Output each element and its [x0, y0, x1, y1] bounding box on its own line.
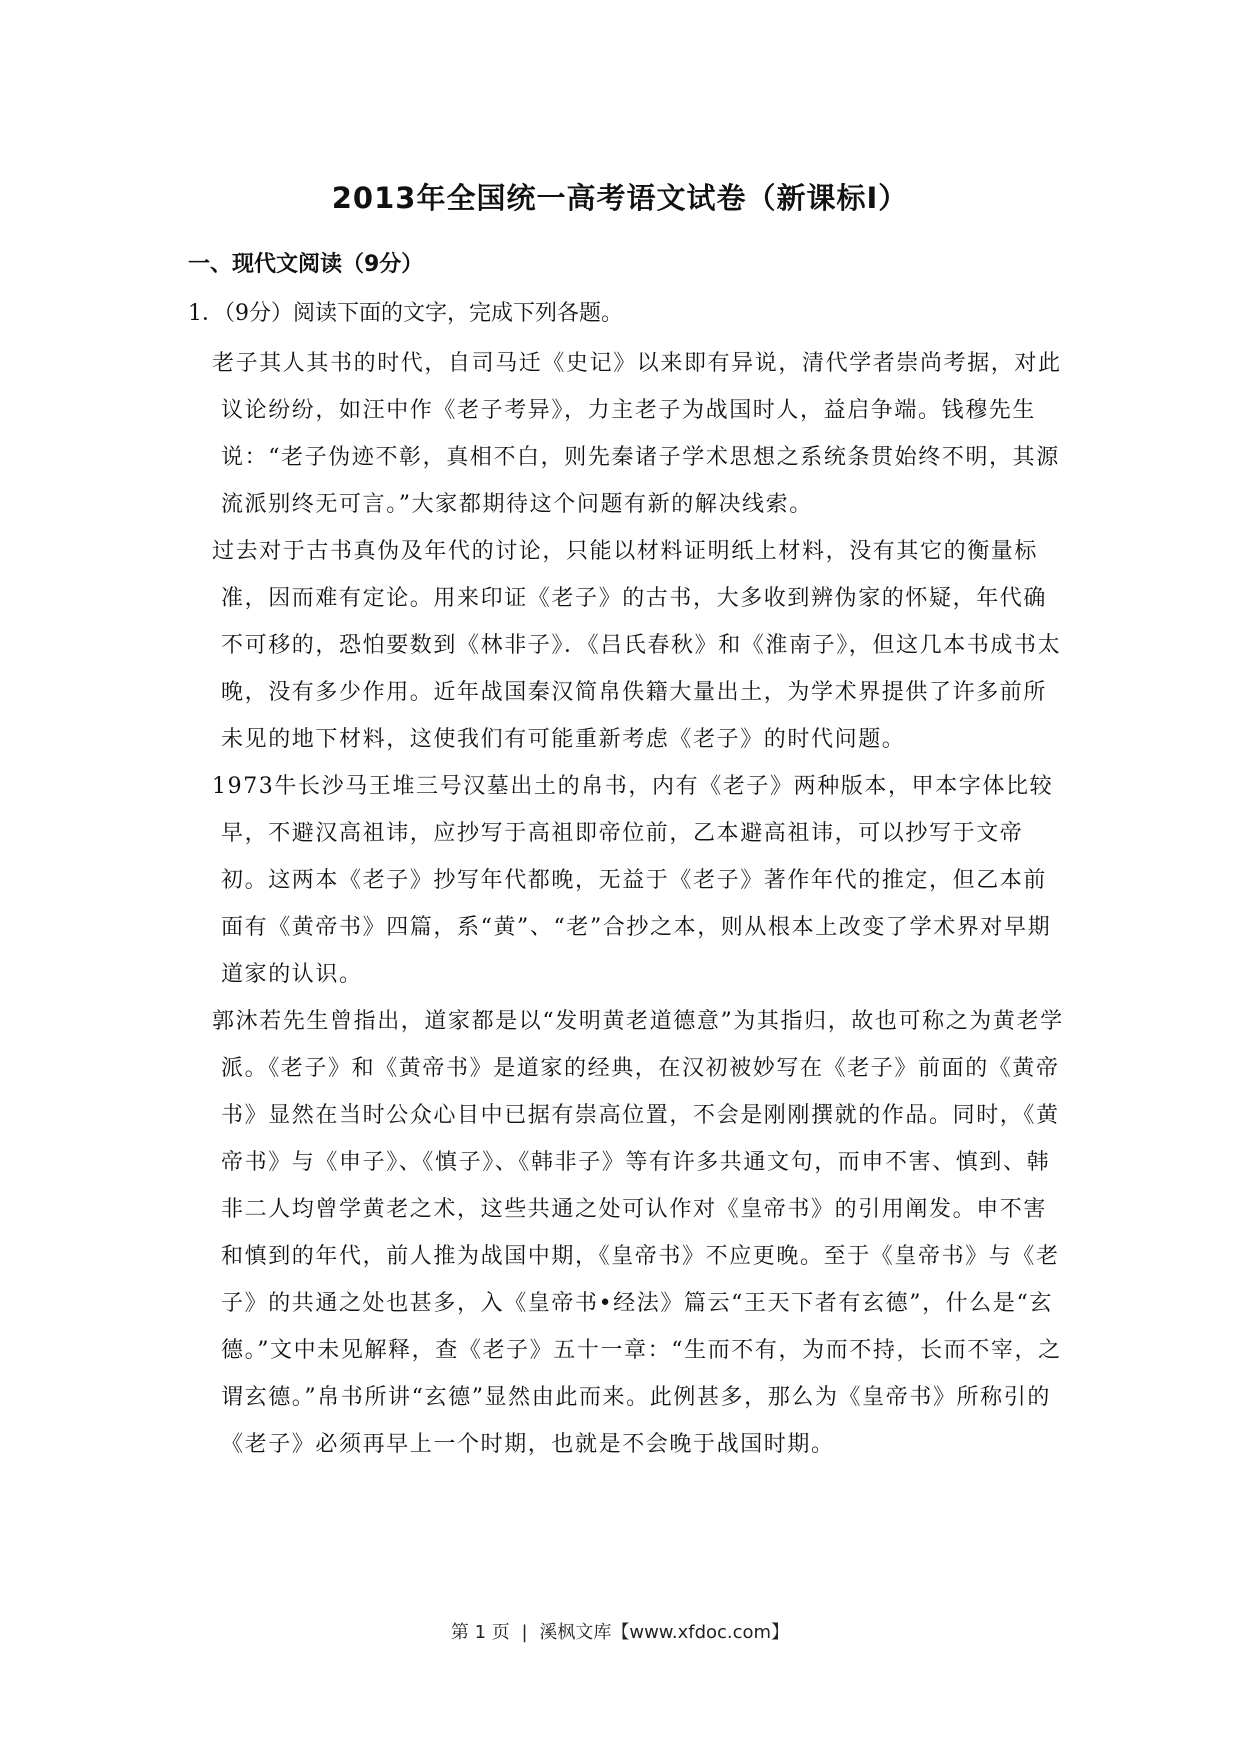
section-heading: 一、现代文阅读（9分） [188, 252, 424, 277]
page-footer [0, 1618, 1240, 1644]
passage-paragraph-3: 1973牛长沙马王堆三号汉墓出土的帛书，内有《老子》两种版本，甲本字体比较早，不避汉高祖讳，应抄写于高祖即帝位前，乙本避高祖讳，可以抄写于文帝初。这两本《老子》抄写年代都晚，无益于《老子》著作年代的推定，但乙本前面有《黄帝书》四篇，系“黄”、“老”合抄之本，则从根本上改变了学术界对早期道家的认识。 [212, 774, 1054, 987]
footer-site: 溪枫文库【www.xfdoc.com】 [539, 1622, 790, 1643]
footer-separator: | [521, 1622, 528, 1643]
passage-paragraph-4: 郭沐若先生曾指出，道家都是以“发明黄老道德意”为其指归，故也可称之为黄老学派。《老子》和《黄帝书》是道家的经典，在汉初被妙写在《老子》前面的《黄帝书》显然在当时公众心目中已据有崇高位置，不会是刚刚撰就的作品。同时，《黄帝书》与《申子》、《慎子》、《韩非子》等有许多共通文句，而申不害、慎到、韩非二人均曾学黄老之术，这些共通之处可认作对《皇帝书》的引用阐发。申不害和慎到的年代，前人推为战国中期，《皇帝书》不应更晚。至于《皇帝书》与《老子》的共通之处也甚多，入《皇帝书•经法》篇云“王天下者有玄德”，什么是“玄德。”文中未见解释，查《老子》五十一章：“生而不有，为而不持，长而不宰，之谓玄德。”帛书所讲“玄德”显然由此而来。此例甚多，那么为《皇帝书》所称引的《老子》必须再早上一个时期，也就是不会晚于战国时期。 [212, 1009, 1064, 1457]
passage-paragraph-1: 老子其人其书的时代，自司马迁《史记》以来即有异说，清代学者崇尚考据，对此议论纷纷，如汪中作《老子考异》，力主老子为战国时人，益启争端。钱穆先生说：“老子伪迹不彰，真相不白，则先秦诸子学术思想之系统条贯始终不明，其源流派别终无可言。”大家都期待这个问题有新的解决线索。 [212, 351, 1062, 517]
question-prompt: 1．（9分）阅读下面的文字，完成下列各题。 [188, 301, 623, 326]
reading-passage [212, 340, 1064, 1468]
page-title: 2013年全国统一高考语文试卷（新课标Ⅰ） [331, 181, 909, 215]
page-number: 第 1 页 [450, 1622, 510, 1643]
passage-paragraph-2: 过去对于古书真伪及年代的讨论，只能以材料证明纸上材料，没有其它的衡量标准，因而难有定论。用来印证《老子》的古书，大多收到辨伪家的怀疑，年代确不可移的，恐怕要数到《林非子》．《吕氏春秋》和《淮南子》，但这几本书成书太晚，没有多少作用。近年战国秦汉简帛佚籍大量出土，为学术界提供了许多前所未见的地下材料，这使我们有可能重新考虑《老子》的时代问题。 [212, 539, 1062, 752]
